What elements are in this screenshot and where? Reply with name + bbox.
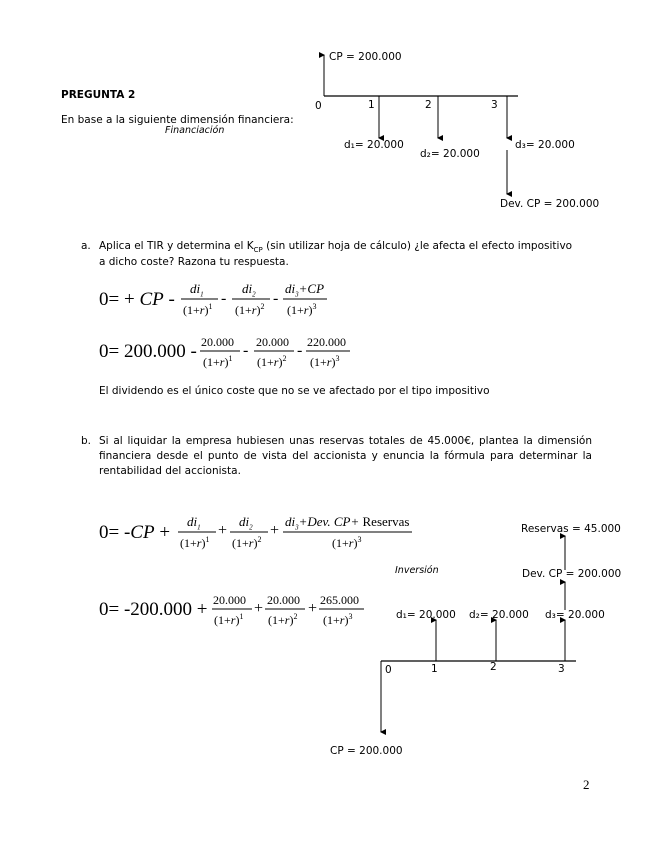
eq4-lhs: 0= -200.000 +	[99, 599, 208, 620]
eq3-lhs: 0= -CP +	[99, 522, 171, 543]
eq3-den3: $(1+r)^3$	[332, 535, 362, 550]
eq1-den2: $(1+r)^2$	[235, 302, 265, 317]
part-a-text-2: a dicho coste? Razona tu respuesta.	[99, 256, 289, 268]
intro-text: En base a la siguiente dimensión financiera:	[61, 114, 294, 126]
financing-label: Financiación	[165, 125, 225, 136]
eq4-den3: $(1+r)^3$	[323, 612, 353, 627]
eq2-num1: 20.000	[201, 335, 234, 349]
inv-t3: 3	[558, 663, 565, 675]
eq4-num2: 20.000	[267, 593, 300, 607]
fin-dev: Dev. CP = 200.000	[500, 198, 600, 210]
eq2-num2: 20.000	[256, 335, 289, 349]
part-b-text: Si al liquidar la empresa hubiesen unas reservas totales de 45.000€, plantea la dimensión financiera desde el punto de vista del accionista y enuncia la fórmula para determinar la rentabilidad del accionista.	[99, 435, 592, 477]
eq3-num1: $di_1$	[187, 514, 201, 532]
fin-d1: d₁= 20.000	[344, 139, 404, 151]
eq1-den1: $(1+r)^1$	[183, 302, 213, 317]
inv-cp: CP = 200.000	[330, 745, 403, 757]
eq3-num3: $di_3+Dev$. CP+ Reservas	[285, 514, 410, 532]
eq2-num3: 220.000	[307, 335, 346, 349]
eq4-num1: 20.000	[213, 593, 246, 607]
fin-d3: d₃= 20.000	[515, 139, 575, 151]
fin-t2: 2	[425, 99, 432, 111]
eq3-den2: $(1+r)^2$	[232, 535, 262, 550]
eq3-den1: $(1+r)^1$	[180, 535, 210, 550]
fin-t0: 0	[315, 100, 322, 112]
inv-d3: d₃= 20.000	[545, 609, 605, 621]
part-a-text: Aplica el TIR y determina el $K_{CP}$ (sin utilizar hoja de cálculo) ¿le afecta el efecto impositivo	[99, 240, 573, 255]
inv-reservas: Reservas = 45.000	[521, 523, 621, 535]
fin-d2: d₂= 20.000	[420, 148, 480, 160]
fin-t3: 3	[491, 99, 498, 111]
fin-cp-label: CP = 200.000	[329, 51, 402, 63]
page-number: 2	[583, 777, 590, 792]
eq2-den1: $(1+r)^1$	[203, 354, 233, 369]
eq4-num3: 265.000	[320, 593, 359, 607]
eq2-den2: $(1+r)^2$	[257, 354, 287, 369]
eq3-num2: $di_2$	[239, 514, 253, 532]
part-a-answer: El dividendo es el único coste que no se ve afectado por el tipo impositivo	[99, 385, 490, 397]
part-b-letter: b.	[81, 435, 92, 447]
part-a-letter: a.	[81, 240, 91, 252]
eq2-den3: $(1+r)^3$	[310, 354, 340, 369]
investment-label: Inversión	[395, 565, 439, 576]
question-title: PREGUNTA 2	[61, 89, 136, 101]
eq1-lhs: 0= + CP -	[99, 289, 175, 310]
inv-d1: d₁= 20.000	[396, 609, 456, 621]
eq1-den3: $(1+r)^3$	[287, 302, 317, 317]
eq1-num3: $di_3+CP$	[285, 281, 325, 299]
eq4-den2: $(1+r)^2$	[268, 612, 298, 627]
fin-t1: 1	[368, 99, 375, 111]
inv-t1: 1	[431, 663, 438, 675]
inv-dev: Dev. CP = 200.000	[522, 568, 622, 580]
eq1-num2: $di_2$	[242, 281, 256, 299]
inv-t0: 0	[385, 664, 392, 676]
eq4-den1: $(1+r)^1$	[214, 612, 244, 627]
eq2-lhs: 0= 200.000 -	[99, 341, 197, 362]
inv-d2: d₂= 20.000	[469, 609, 529, 621]
inv-t2: 2	[490, 661, 497, 673]
eq1-num1: $di_1$	[190, 281, 204, 299]
